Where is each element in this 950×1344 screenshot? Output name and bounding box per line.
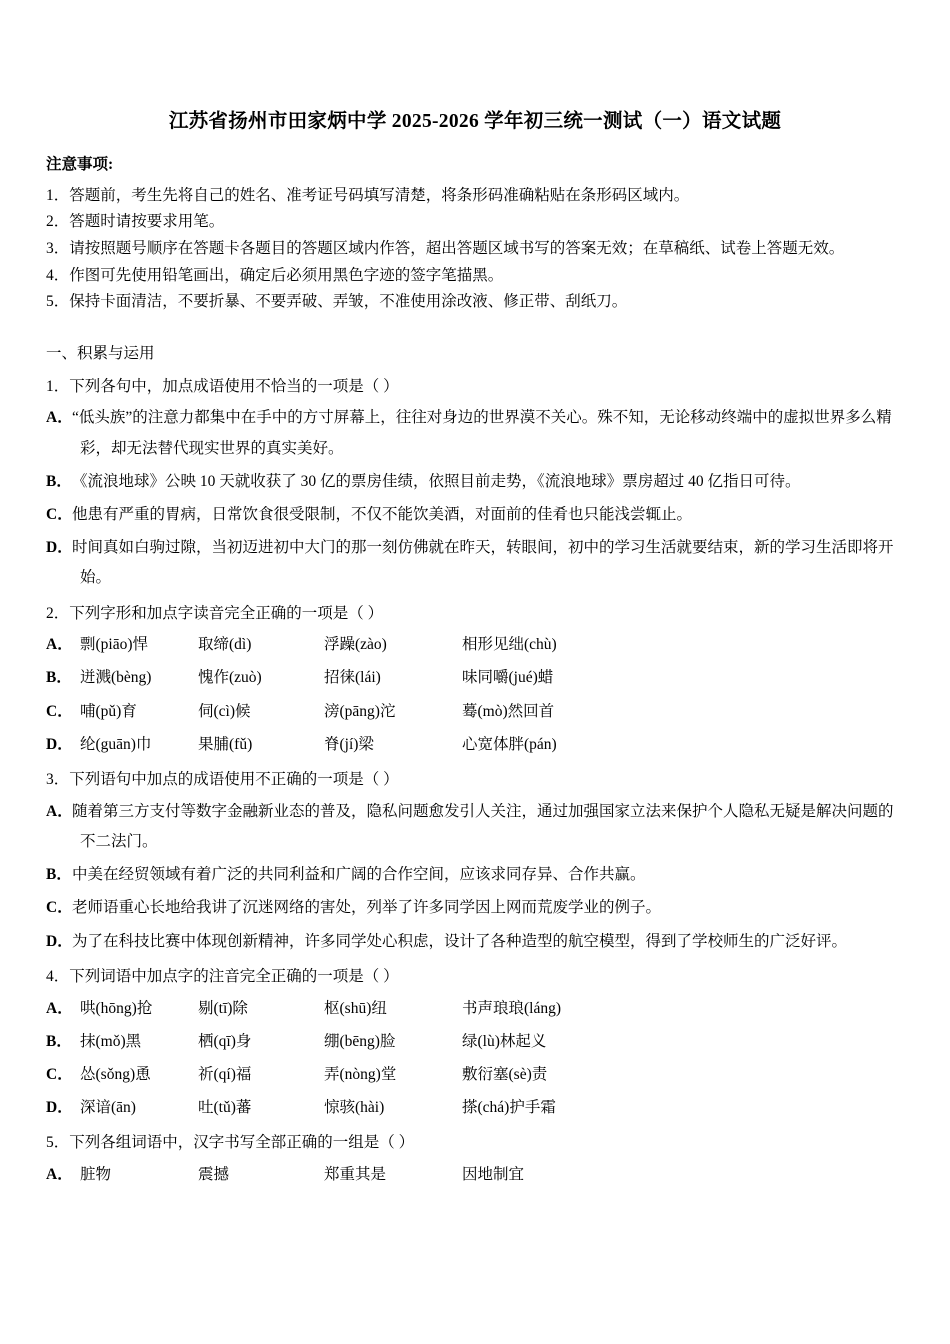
option-cell: 心宽体胖(pán) xyxy=(462,735,557,753)
option-a xyxy=(46,797,904,857)
option-a xyxy=(46,403,904,463)
option-cell: 绿(lù)林起义 xyxy=(462,1032,547,1050)
option-cells xyxy=(80,730,904,760)
question-text: 下列字形和加点字读音完全正确的一项是（ ） xyxy=(69,604,384,622)
option-label: C． xyxy=(46,1065,73,1083)
option-text: 时间真如白驹过隙，当初迈进初中大门的那一刻仿佛就在昨天，转眼间，初中的学习生活就要结束，新的学习生活即将开始。 xyxy=(72,539,894,587)
option-cells xyxy=(80,1160,904,1190)
option-label: C． xyxy=(46,702,73,720)
option-label: B． xyxy=(46,472,72,490)
option-label: C． xyxy=(46,505,73,523)
option-label: A． xyxy=(46,802,73,820)
option-a xyxy=(46,1160,904,1190)
option-cell: 弄(nòng)堂 xyxy=(324,1065,397,1083)
option-cells xyxy=(80,1093,904,1123)
option-cell: 枢(shū)纽 xyxy=(324,999,387,1017)
option-d xyxy=(46,927,904,957)
question-2 xyxy=(46,601,904,761)
question-stem xyxy=(46,374,904,401)
option-cell: 滂(pāng)沱 xyxy=(324,702,396,720)
question-number: 3． xyxy=(46,771,70,789)
option-label: D． xyxy=(46,735,73,753)
option-label: B． xyxy=(46,1032,72,1050)
option-b xyxy=(46,860,904,890)
notice-item: 4．作图可先使用铅笔画出，确定后必须用黑色字迹的签字笔描黑。 xyxy=(46,266,504,284)
question-text: 下列各句中，加点成语使用不恰当的一项是（ ） xyxy=(69,377,399,395)
option-cells xyxy=(80,1060,904,1090)
option-cell: 因地制宜 xyxy=(462,1166,525,1184)
option-d xyxy=(46,533,904,593)
option-text: 老师语重心长地给我讲了沉迷网络的害处，列举了许多同学因上网而荒废学业的例子。 xyxy=(72,899,662,917)
option-cell: 搽(chá)护手霜 xyxy=(462,1099,556,1117)
option-cell: 敷衍塞(sè)责 xyxy=(462,1065,548,1083)
option-cells xyxy=(80,663,904,693)
option-cell: 取缔(dì) xyxy=(198,636,252,654)
option-cell: 脏物 xyxy=(80,1166,112,1184)
notice-item: 5．保持卡面清洁，不要折暴、不要弄破、弄皱，不准使用涂改液、修正带、刮纸刀。 xyxy=(46,293,628,311)
option-cell: 果脯(fǔ) xyxy=(198,735,253,753)
option-label: A． xyxy=(46,1166,73,1184)
option-label: B． xyxy=(46,669,72,687)
option-text: 《流浪地球》公映 10 天就收获了 30 亿的票房佳绩，依照目前走势，《流浪地球》票房超过 40 亿指日可待。 xyxy=(72,472,801,490)
question-number: 2． xyxy=(46,604,70,622)
question-number: 4． xyxy=(46,967,70,985)
option-cell: 剽(piāo)悍 xyxy=(80,636,149,654)
option-cells xyxy=(80,630,904,660)
question-3 xyxy=(46,767,904,957)
option-cell: 愧作(zuò) xyxy=(198,669,262,687)
question-text: 下列语句中加点的成语使用不正确的一项是（ ） xyxy=(69,771,399,789)
option-a xyxy=(46,630,904,660)
option-cell: 相形见绌(chù) xyxy=(462,636,557,654)
option-cell: 深谙(ān) xyxy=(80,1099,136,1117)
question-stem xyxy=(46,1130,904,1157)
option-cell: 脊(jí)梁 xyxy=(324,735,374,753)
option-text: 中美在经贸领域有着广泛的共同利益和广阔的合作空间，应该求同存异、合作共赢。 xyxy=(72,866,646,884)
option-label: A． xyxy=(46,409,73,427)
question-1 xyxy=(46,374,904,594)
option-label: D． xyxy=(46,932,73,950)
option-cell: 吐(tǔ)蕃 xyxy=(198,1099,252,1117)
option-cell: 郑重其是 xyxy=(324,1166,387,1184)
question-stem xyxy=(46,601,904,628)
option-cell: 绷(bēng)脸 xyxy=(324,1032,396,1050)
option-d xyxy=(46,1093,904,1123)
option-cell: 惊骇(hài) xyxy=(324,1099,385,1117)
option-cell: 招徕(lái) xyxy=(324,669,381,687)
option-cell: 迸溅(bèng) xyxy=(80,669,152,687)
option-c xyxy=(46,500,904,530)
section-heading: 一、积累与运用 xyxy=(46,344,155,362)
option-a xyxy=(46,994,904,1024)
option-cell: 蓦(mò)然回首 xyxy=(462,702,555,720)
option-cell: 书声琅琅(láng) xyxy=(462,999,562,1017)
option-c xyxy=(46,697,904,727)
option-cell: 剔(tī)除 xyxy=(198,999,248,1017)
option-text: 他患有严重的胃病，日常饮食很受限制，不仅不能饮美酒，对面前的佳肴也只能浅尝辄止。 xyxy=(72,505,693,523)
option-cell: 纶(guān)巾 xyxy=(80,735,152,753)
question-stem xyxy=(46,767,904,794)
notice-item: 2．答题时请按要求用笔。 xyxy=(46,213,225,231)
question-text: 下列各组词语中，汉字书写全部正确的一组是（ ） xyxy=(69,1134,415,1152)
option-text: “低头族”的注意力都集中在手中的方寸屏幕上，往往对身边的世界漠不关心。殊不知，无论移动终端中的虚拟世界多么精彩，却无法替代现实世界的真实美好。 xyxy=(72,409,892,457)
option-cell: 抹(mǒ)黑 xyxy=(80,1032,142,1050)
question-number: 5． xyxy=(46,1134,70,1152)
option-c xyxy=(46,1060,904,1090)
option-cell: 哺(pǔ)育 xyxy=(80,702,137,720)
option-c xyxy=(46,893,904,923)
option-cell: 哄(hōng)抢 xyxy=(80,999,153,1017)
question-5 xyxy=(46,1130,904,1190)
option-cells xyxy=(80,994,904,1024)
option-cell: 栖(qī)身 xyxy=(198,1032,252,1050)
notice-heading: 注意事项: xyxy=(46,156,114,174)
option-cell: 伺(cì)候 xyxy=(198,702,251,720)
option-label: A． xyxy=(46,636,73,654)
option-label: D． xyxy=(46,539,73,557)
option-label: B． xyxy=(46,866,72,884)
question-4 xyxy=(46,964,904,1124)
option-cell: 震撼 xyxy=(198,1166,230,1184)
option-label: D． xyxy=(46,1099,73,1117)
option-cell: 祈(qí)福 xyxy=(198,1065,252,1083)
notice-item: 1．答题前，考生先将自己的姓名、准考证号码填写清楚，将条形码准确粘贴在条形码区域内。 xyxy=(46,186,690,204)
option-cell: 怂(sǒng)恿 xyxy=(80,1065,151,1083)
option-label: C． xyxy=(46,899,73,917)
option-b xyxy=(46,1027,904,1057)
option-cell: 味同嚼(jué)蜡 xyxy=(462,669,554,687)
option-text: 为了在科技比赛中体现创新精神，许多同学处心积虑，设计了各种造型的航空模型，得到了学校师生的广泛好评。 xyxy=(72,932,848,950)
question-stem xyxy=(46,964,904,991)
notice-list xyxy=(46,183,904,316)
option-cell: 浮躁(zào) xyxy=(324,636,387,654)
option-label: A． xyxy=(46,999,73,1017)
question-number: 1． xyxy=(46,377,70,395)
option-text: 随着第三方支付等数字金融新业态的普及，隐私问题愈发引人关注，通过加强国家立法来保护个人隐私无疑是解决问题的不二法门。 xyxy=(72,802,894,850)
option-b xyxy=(46,467,904,497)
option-cells xyxy=(80,1027,904,1057)
page-title: 江苏省扬州市田家炳中学 2025-2026 学年初三统一测试（一）语文试题 xyxy=(168,111,782,132)
question-text: 下列词语中加点字的注音完全正确的一项是（ ） xyxy=(69,967,399,985)
option-cells xyxy=(80,697,904,727)
notice-item: 3．请按照题号顺序在答题卡各题目的答题区域内作答，超出答题区域书写的答案无效；在草稿纸、试卷上答题无效。 xyxy=(46,239,845,257)
option-d xyxy=(46,730,904,760)
option-b xyxy=(46,663,904,693)
